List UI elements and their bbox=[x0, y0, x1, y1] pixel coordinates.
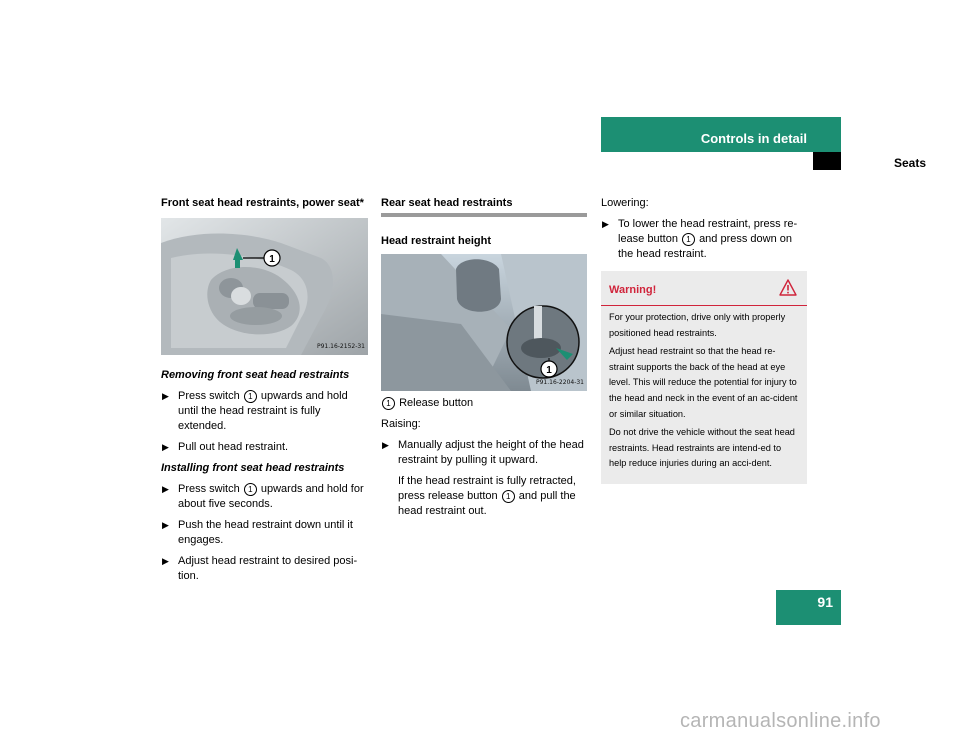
heading-removing: Removing front seat head restraints bbox=[161, 369, 350, 381]
bullet-arrow-icon: ▶ bbox=[162, 442, 169, 452]
photo-rear-restraint bbox=[381, 254, 587, 391]
list-item: ▶ Manually adjust the height of the head restraint by pulling it upward. If the head restraint is fully retracted, press release button 1 and pull the head restraint out. bbox=[381, 438, 587, 519]
section-marker bbox=[813, 152, 841, 170]
photo-seat-switch bbox=[161, 218, 368, 355]
section-title: Controls in detail bbox=[700, 131, 807, 146]
photo-code: P91.16-2152-31 bbox=[316, 343, 365, 350]
warning-paragraph: For your protection, drive only with properly positioned head restraints. bbox=[609, 312, 786, 338]
callout-number: 1 bbox=[382, 397, 395, 410]
heading-restraint-height: Head restraint height bbox=[381, 235, 492, 247]
bullet-arrow-icon: ▶ bbox=[162, 556, 169, 566]
photo-callout: 1 bbox=[546, 365, 552, 376]
warning-body bbox=[601, 306, 807, 472]
seat-switch-illustration bbox=[161, 218, 368, 355]
warning-triangle-icon bbox=[779, 279, 797, 296]
lowering-steps bbox=[601, 217, 807, 262]
section-subtitle: Seats bbox=[893, 156, 926, 170]
list-item: ▶ Push the head restraint down until it engages. bbox=[162, 519, 353, 546]
heading-rear-restraints: Rear seat head restraints bbox=[381, 197, 513, 209]
rear-restraint-illustration bbox=[381, 254, 587, 391]
list-item: ▶ To lower the head restraint, press re-lease button 1 and press down on the head restraint. bbox=[602, 218, 798, 260]
bullet-arrow-icon: ▶ bbox=[162, 484, 169, 494]
list-item: ▶ Adjust head restraint to desired posi-tion. bbox=[162, 555, 358, 582]
list-item: ▶ Pull out head restraint. bbox=[162, 441, 289, 453]
callout-number: 1 bbox=[244, 390, 257, 403]
column-rear-restraints bbox=[381, 196, 587, 525]
heading-installing: Installing front seat head restraints bbox=[161, 462, 345, 474]
warning-header bbox=[601, 271, 807, 306]
callout-number: 1 bbox=[682, 233, 695, 246]
bullet-arrow-icon: ▶ bbox=[382, 440, 389, 450]
callout-number: 1 bbox=[244, 483, 257, 496]
callout-number: 1 bbox=[502, 490, 515, 503]
list-item: ▶ Press switch 1 upwards and hold until the head restraint is fully extended. bbox=[162, 390, 348, 432]
watermark: carmanualsonline.info bbox=[680, 710, 881, 732]
label-raising: Raising: bbox=[381, 418, 421, 430]
label-lowering: Lowering: bbox=[601, 197, 649, 209]
legend-item: 1 Release button bbox=[381, 396, 587, 411]
header-bar bbox=[601, 117, 841, 152]
column-lowering bbox=[601, 196, 807, 268]
installing-steps bbox=[161, 482, 368, 584]
photo-code: P91.16-2204-31 bbox=[535, 379, 584, 386]
photo-callout: 1 bbox=[269, 254, 275, 265]
warning-box bbox=[601, 271, 807, 484]
raising-steps bbox=[381, 438, 587, 519]
warning-paragraph: Do not drive the vehicle without the seat head restraints. Head restraints are intend-ed to help reduce injuries during an acci-dent. bbox=[609, 427, 795, 469]
column-front-restraints bbox=[161, 196, 368, 590]
heading-front-restraints: Front seat head restraints, power seat* bbox=[161, 197, 364, 209]
bullet-arrow-icon: ▶ bbox=[602, 219, 609, 229]
list-item: ▶ Press switch 1 upwards and hold for about five seconds. bbox=[162, 483, 364, 510]
warning-paragraph: Adjust head restraint so that the head re-straint supports the back of the head at eye level. This will reduce the potential for injury to the head and neck in the event of an ac-cident or similar situation. bbox=[609, 346, 798, 419]
warning-title: Warning! bbox=[609, 284, 657, 296]
list-item-continuation: If the head restraint is fully retracted, press release button 1 and pull the head restraint out. bbox=[398, 475, 576, 517]
section-rule bbox=[381, 213, 587, 217]
page-number: 91 bbox=[776, 590, 841, 625]
bullet-arrow-icon: ▶ bbox=[162, 391, 169, 401]
bullet-arrow-icon: ▶ bbox=[162, 520, 169, 530]
removing-steps bbox=[161, 389, 368, 455]
